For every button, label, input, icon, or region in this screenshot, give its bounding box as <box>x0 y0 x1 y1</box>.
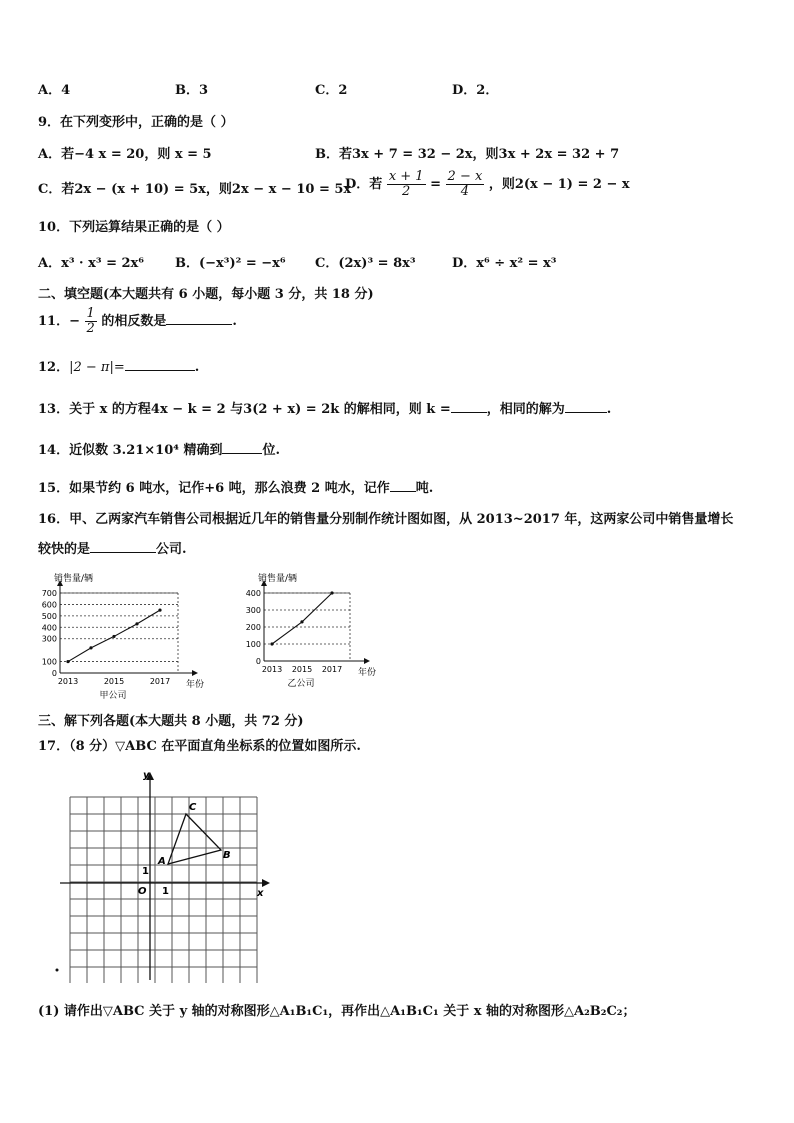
q12-end: . <box>194 360 200 375</box>
q10-stem: 10．下列运算结果正确的是（ ） <box>38 220 230 235</box>
x-tick-label: 2015 <box>291 665 313 674</box>
q16-line2-suffix: 公司. <box>156 542 187 557</box>
data-point <box>89 646 92 649</box>
stray-dot <box>56 969 59 972</box>
q13-text-2: ，相同的解为 <box>486 402 565 417</box>
coordinate-grid-figure <box>52 768 272 983</box>
chart-title: 乙公司 <box>287 679 315 689</box>
y-tick-label: 100 <box>41 657 57 667</box>
q9-option-a: A．若−4 x = 20，则 x = 5 <box>38 147 212 162</box>
q11-answer-blank[interactable] <box>166 324 232 325</box>
q11-prefix: 11．− <box>38 314 80 329</box>
q12 <box>38 360 199 376</box>
y-tick-label: 100 <box>245 640 261 649</box>
q17-stem: 17．（8 分）▽ABC 在平面直角坐标系的位置如图所示. <box>38 739 361 754</box>
q9-d-frac1-denominator: 2 <box>402 184 411 199</box>
y-axis-label: 销售量/辆 <box>54 574 94 584</box>
x-axis-label: 年份 <box>186 680 205 690</box>
y-tick-label: 500 <box>41 611 57 621</box>
section-2-heading: 二、填空题(本大题共有 6 小题，每小题 3 分，共 18 分) <box>38 287 374 302</box>
y-tick-label: 400 <box>245 589 261 598</box>
y-tick-label: 0 <box>255 657 261 666</box>
q8-option-d: D．2． <box>452 83 499 98</box>
y-tick-label: 600 <box>41 600 57 610</box>
data-point <box>270 642 273 645</box>
q10-option-c: C．(2x)³ = 8x³ <box>315 256 416 271</box>
data-point <box>112 635 115 638</box>
q14-text: 14．近似数 3.21×10⁴ 精确到 <box>38 443 223 458</box>
q14-end: 位. <box>262 443 281 458</box>
x-tick-label: 2013 <box>57 677 79 686</box>
x-axis-arrow-icon <box>192 670 198 676</box>
section-3-heading: 三、解下列各题(本大题共 8 小题，共 72 分) <box>38 714 304 729</box>
y-unit-label: 1 <box>142 866 149 877</box>
q11-end: . <box>232 314 237 329</box>
q9-d-equals: = <box>430 177 442 192</box>
q14 <box>38 443 280 459</box>
point-c-label: C <box>189 802 197 813</box>
q11-numerator: 1 <box>86 306 95 321</box>
x-axis-label: x <box>257 888 264 899</box>
q9-stem: 9．在下列变形中，正确的是（ ） <box>38 115 234 130</box>
q13-text-1: 13．关于 x 的方程4x − k = 2 与3(2 + x) = 2k 的解相同，则 k = <box>38 402 451 417</box>
x-axis-arrow-icon <box>364 658 370 664</box>
q15-end: 吨. <box>415 481 434 496</box>
jia-company-chart <box>30 565 220 705</box>
q12-prefix: 12． <box>38 360 70 375</box>
x-axis-arrow-icon <box>262 879 270 887</box>
point-b-label: B <box>223 850 231 861</box>
q16-line-2 <box>38 542 187 558</box>
q13-k-blank[interactable] <box>451 412 487 413</box>
data-point <box>158 609 161 612</box>
q17-sub-question-1: (1) 请作出▽ABC 关于 y 轴的对称图形△A₁B₁C₁，再作出△A₁B₁C₁ 关于 x 轴的对称图形△A₂B₂C₂； <box>38 1004 636 1019</box>
y-tick-label: 300 <box>245 606 261 615</box>
q8-option-a: A．4 <box>38 83 71 98</box>
q16-answer-blank[interactable] <box>90 552 156 553</box>
x-tick-label: 2015 <box>103 677 125 686</box>
q9-option-d <box>345 170 630 199</box>
q15-text: 15．如果节约 6 吨水，记作+6 吨，那么浪费 2 吨水，记作 <box>38 481 390 496</box>
q11-fraction <box>85 307 97 336</box>
q16-line-1: 16．甲、乙两家汽车销售公司根据近几年的销售量分别制作统计图如图，从 2013~2017 年，这两家公司中销售量增长 <box>38 512 734 527</box>
q9-d-frac2-denominator: 4 <box>460 184 470 199</box>
q10-option-d: D．x⁶ ÷ x² = x³ <box>452 256 557 271</box>
q11-denominator: 2 <box>86 321 95 336</box>
q14-answer-blank[interactable] <box>222 453 262 454</box>
q9-d-fraction-1 <box>387 170 426 199</box>
q13 <box>38 402 611 418</box>
y-axis-label: 销售量/辆 <box>258 574 298 584</box>
q8-option-c: C．2 <box>315 83 348 98</box>
y-tick-label: 400 <box>41 623 57 633</box>
y-tick-label: 0 <box>51 669 57 678</box>
q16-line2-prefix: 较快的是 <box>38 542 91 557</box>
x-axis-label: 年份 <box>358 668 377 678</box>
triangle-abc <box>168 814 221 864</box>
x-tick-label: 2017 <box>149 677 171 686</box>
y-tick-label: 200 <box>245 623 261 632</box>
q9-option-b: B．若3x + 7 = 32 − 2x，则3x + 2x = 32 + 7 <box>315 147 620 162</box>
data-point <box>300 620 303 623</box>
x-unit-label: 1 <box>162 886 169 897</box>
q9-d-frac1-numerator: x + 1 <box>388 169 424 184</box>
q13-solution-blank[interactable] <box>565 412 607 413</box>
q10-option-a: A．x³ · x³ = 2x⁶ <box>38 256 144 271</box>
y-tick-label: 300 <box>41 634 57 644</box>
x-tick-label: 2013 <box>261 665 283 674</box>
q8-option-b: B．3 <box>175 83 209 98</box>
q10-option-b: B．(−x³)² = −x⁶ <box>175 256 286 271</box>
data-point <box>330 591 333 594</box>
data-point <box>135 622 138 625</box>
x-tick-label: 2017 <box>321 665 343 674</box>
q11-suffix: 的相反数是 <box>101 314 167 329</box>
chart-title: 甲公司 <box>99 691 127 701</box>
y-tick-label: 700 <box>41 589 57 598</box>
yi-company-chart <box>232 565 392 705</box>
q13-end: . <box>606 402 612 417</box>
point-a-label: A <box>158 856 166 867</box>
q9-d-fraction-2 <box>446 170 485 199</box>
q15 <box>38 481 433 497</box>
q12-expression: |2 − π|= <box>69 360 125 375</box>
q11 <box>38 307 237 336</box>
q15-answer-blank[interactable] <box>390 491 416 492</box>
q9-d-prefix: D．若 <box>345 177 383 192</box>
origin-label: O <box>138 886 147 897</box>
y-axis-label: y <box>143 770 150 781</box>
q9-option-c: C．若2x − (x + 10) = 5x，则2x − x − 10 = 5x <box>38 182 352 197</box>
q9-d-suffix: ，则2(x − 1) = 2 − x <box>488 177 630 192</box>
q9-d-frac2-numerator: 2 − x <box>447 169 483 184</box>
q12-answer-blank[interactable] <box>125 370 195 371</box>
series-line <box>272 593 332 644</box>
data-point <box>66 660 69 663</box>
